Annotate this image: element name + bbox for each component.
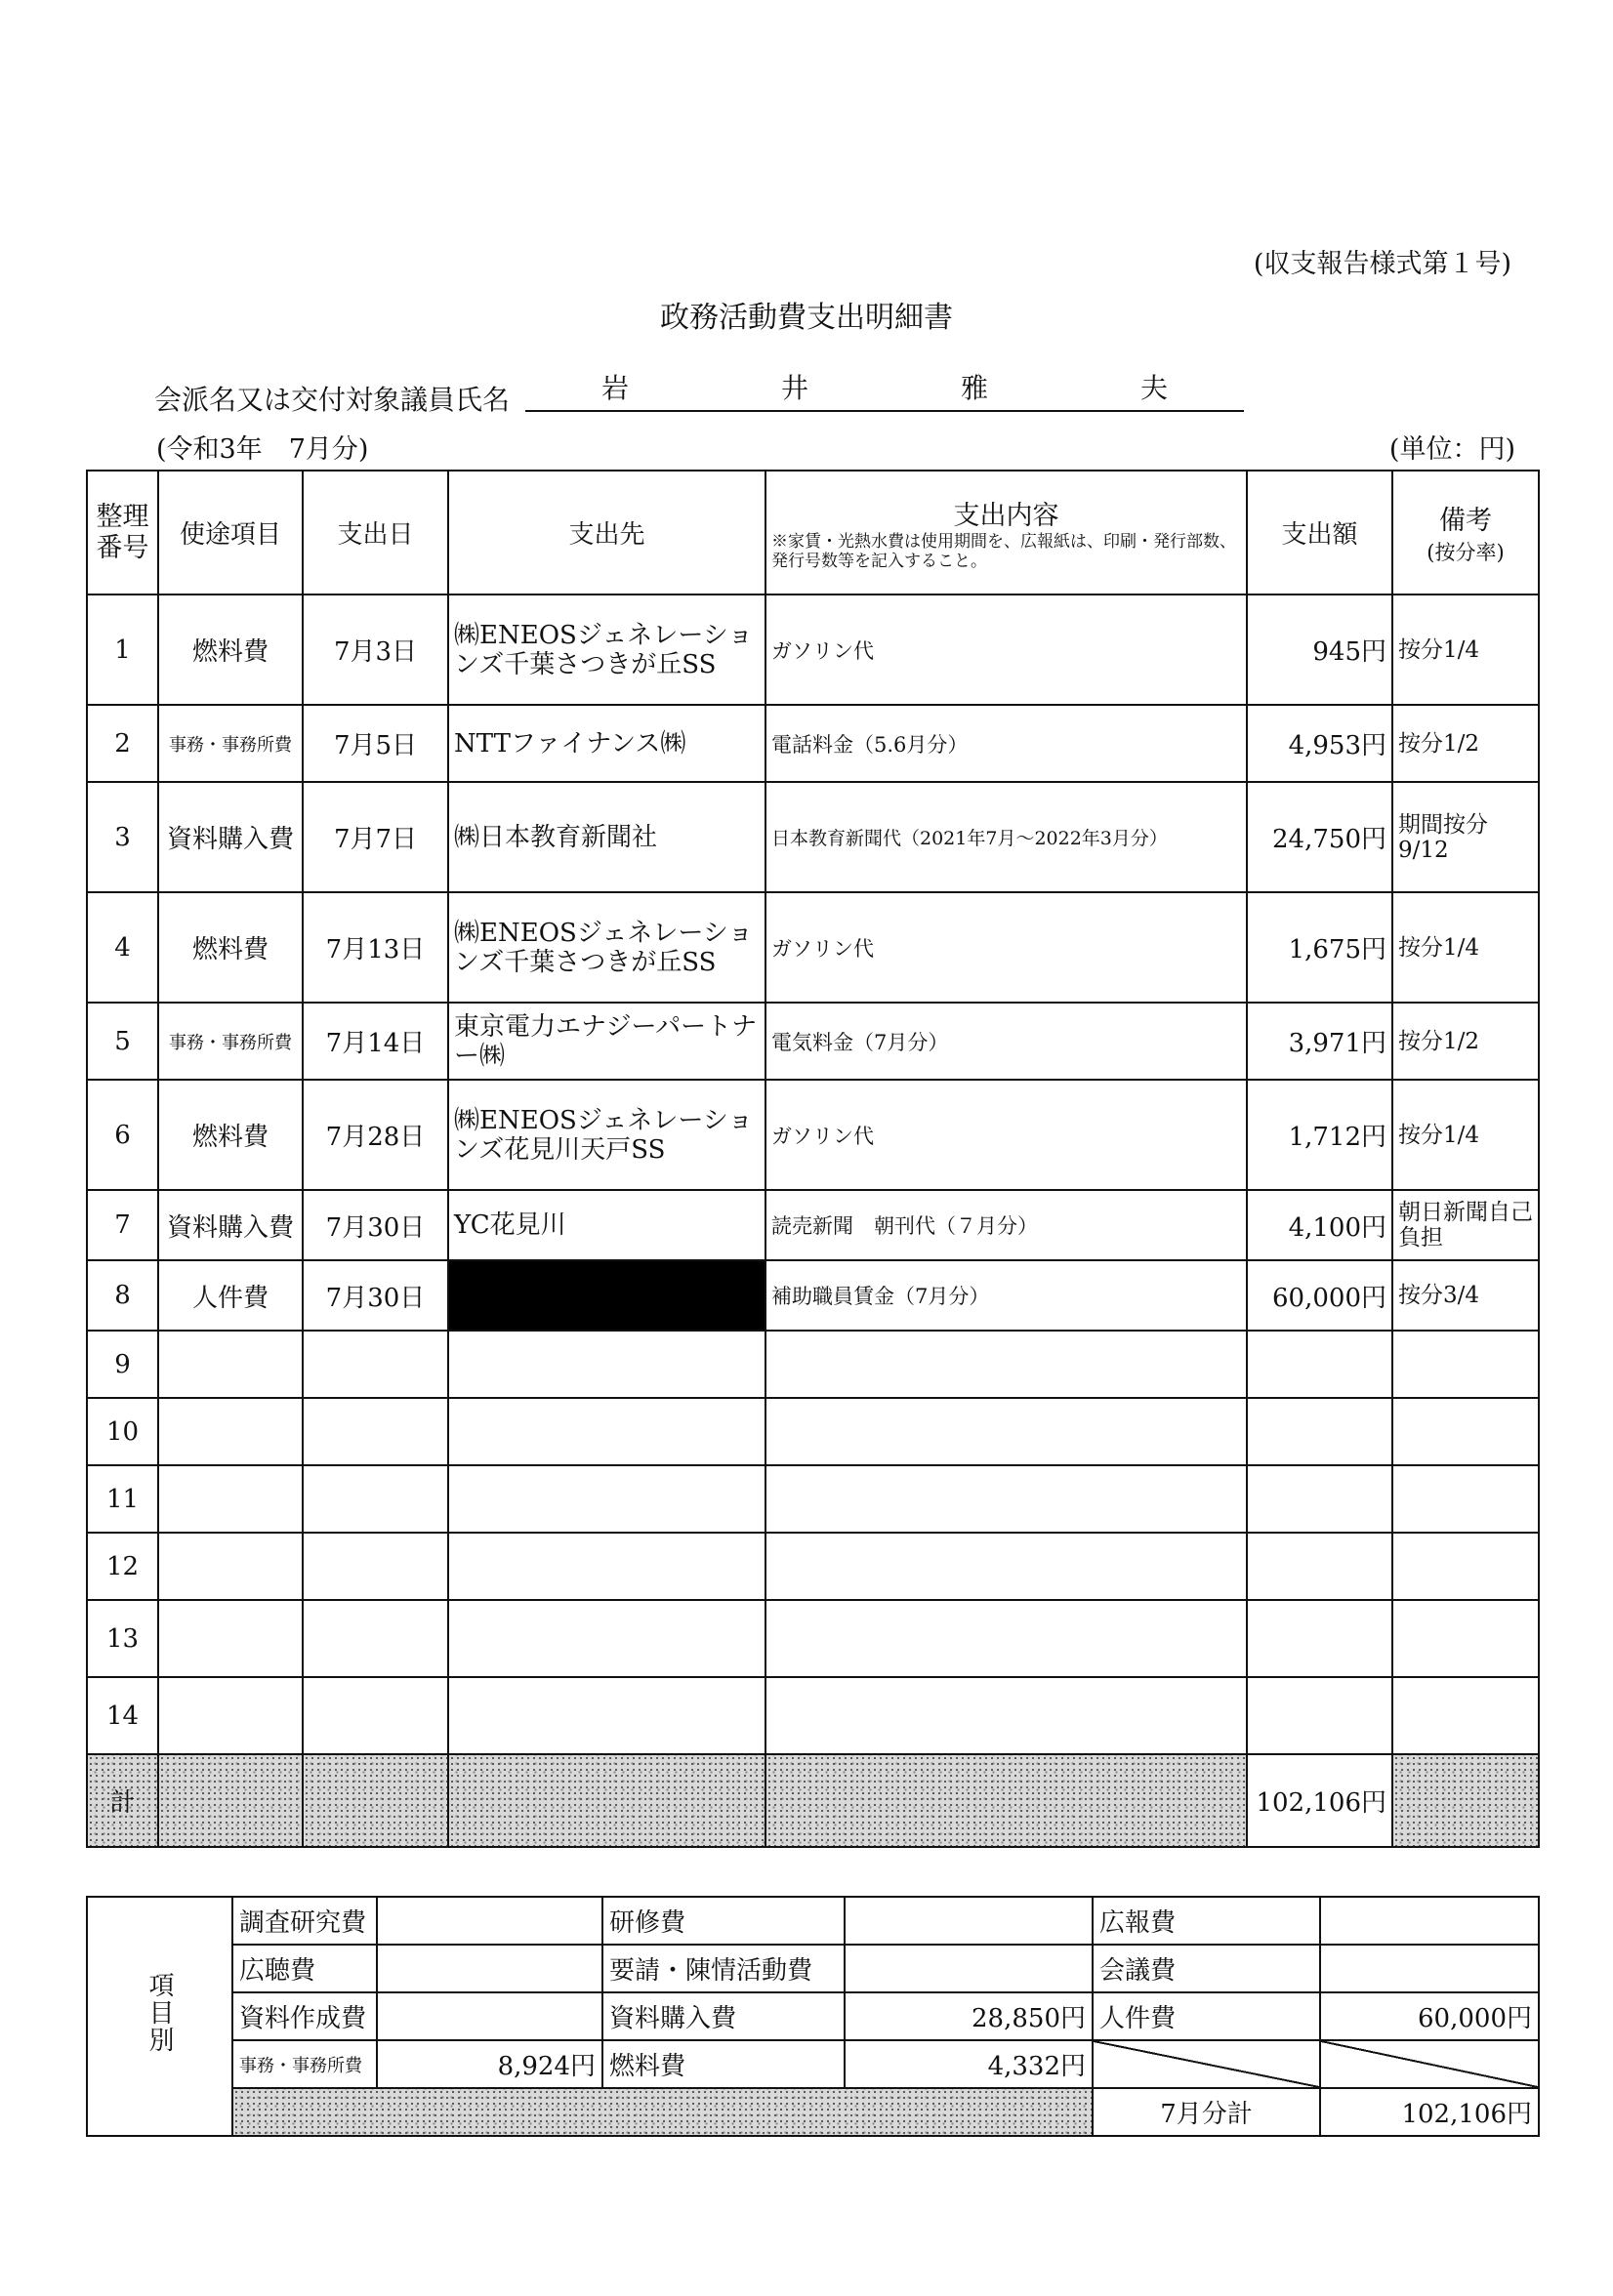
category-petition-amount [845,1945,1093,1992]
row-category: 資料購入費 [158,782,303,892]
member-label: 会派名又は交付対象議員氏名 [154,384,511,416]
monthly-total-amount: 102,106円 [1320,2088,1539,2136]
row-content: 日本教育新聞代（2021年7月～2022年3月分） [765,782,1247,892]
table-row [87,1190,1539,1260]
row-date: 7月5日 [303,705,448,782]
row-payee: ㈱ENEOSジェネレーションズ花見川天戸SS [448,1080,765,1190]
category-training-amount [845,1897,1093,1945]
table-row-empty [87,1465,1539,1533]
row-content: ガソリン代 [765,892,1247,1003]
category-pr-label: 広報費 [1093,1897,1320,1945]
row-amount: 945円 [1247,594,1392,705]
row-content: 電気料金（7月分） [765,1003,1247,1080]
member-name-char: 雅 [960,372,988,404]
category-crossed-out-cell [1093,2040,1320,2088]
category-office-amount: 8,924円 [377,2040,602,2088]
column-header-no: 整理番号 [87,471,158,594]
row-amount: 1,712円 [1247,1080,1392,1190]
column-header-date: 支出日 [303,471,448,594]
monthly-total-label: 7月分計 [1093,2088,1320,2136]
row-no: 1 [87,594,158,705]
column-header-content [765,471,1247,594]
row-category: 燃料費 [158,892,303,1003]
category-hearing-label: 広聴費 [232,1945,377,1992]
column-header-category: 使途項目 [158,471,303,594]
row-date: 7月30日 [303,1260,448,1331]
row-remarks: 按分3/4 [1392,1260,1539,1331]
row-no: 14 [87,1677,158,1754]
category-research-label: 調査研究費 [232,1897,377,1945]
category-hearing-amount [377,1945,602,1992]
row-date: 7月28日 [303,1080,448,1190]
row-category: 資料購入費 [158,1190,303,1260]
row-no: 12 [87,1533,158,1600]
table-row [87,782,1539,892]
report-period: (令和3年 7月分) [156,434,369,465]
table-row [87,892,1539,1003]
category-material-creation-amount [377,1992,602,2040]
redacted-payee [448,1260,765,1331]
row-category: 事務・事務所費 [158,1003,303,1080]
row-date: 7月3日 [303,594,448,705]
table-row [87,594,1539,705]
content-header-note: ※家賃・光熱水費は使用期間を、広報紙は、印刷・発行部数、発行号数等を記入すること。 [771,532,1236,571]
table-row-empty [87,1331,1539,1398]
category-pr-amount [1320,1897,1539,1945]
table-row [87,1003,1539,1080]
category-material-purchase-label: 資料購入費 [602,1992,845,2040]
row-date: 7月7日 [303,782,448,892]
category-personnel-amount: 60,000円 [1320,1992,1539,2040]
row-date: 7月30日 [303,1190,448,1260]
category-fuel-amount: 4,332円 [845,2040,1093,2088]
expense-table [86,470,1540,1848]
row-no: 2 [87,705,158,782]
row-payee: NTTファイナンス㈱ [448,705,765,782]
row-category: 人件費 [158,1260,303,1331]
row-remarks: 按分1/2 [1392,705,1539,782]
table-row-empty [87,1677,1539,1754]
row-content: 補助職員賃金（7月分） [765,1260,1247,1331]
row-category: 燃料費 [158,1080,303,1190]
category-crossed-out-cell [1320,2040,1539,2088]
category-summary-table [86,1896,1540,2137]
total-amount: 102,106円 [1247,1754,1392,1847]
row-content: 読売新聞 朝刊代（７月分） [765,1190,1247,1260]
column-header-remarks [1392,471,1539,594]
row-no: 8 [87,1260,158,1331]
row-no: 5 [87,1003,158,1080]
total-row [87,1754,1539,1847]
row-amount: 24,750円 [1247,782,1392,892]
row-content: ガソリン代 [765,594,1247,705]
row-payee: ㈱ENEOSジェネレーションズ千葉さつきが丘SS [448,892,765,1003]
member-name-char: 井 [780,372,808,404]
row-no: 3 [87,782,158,892]
row-payee: 東京電力エナジーパートナー㈱ [448,1003,765,1080]
row-remarks: 按分1/2 [1392,1003,1539,1080]
row-content: 電話料金（5.6月分） [765,705,1247,782]
row-no: 10 [87,1398,158,1465]
row-amount: 4,953円 [1247,705,1392,782]
content-header-label: 支出内容 [953,501,1059,531]
row-no: 13 [87,1600,158,1677]
category-stippled-area [232,2088,1093,2136]
row-remarks: 按分1/4 [1392,1080,1539,1190]
category-material-purchase-amount: 28,850円 [845,1992,1093,2040]
row-date: 7月13日 [303,892,448,1003]
row-remarks: 朝日新聞自己負担 [1392,1190,1539,1260]
table-row-empty [87,1533,1539,1600]
category-fuel-label: 燃料費 [602,2040,845,2088]
total-label: 計 [87,1754,158,1847]
category-section-label: 項目別 [87,1897,232,2136]
member-name [525,371,1244,412]
row-remarks: 按分1/4 [1392,892,1539,1003]
row-payee: ㈱日本教育新聞社 [448,782,765,892]
category-personnel-label: 人件費 [1093,1992,1320,2040]
row-category: 事務・事務所費 [158,705,303,782]
table-row [87,705,1539,782]
row-date: 7月14日 [303,1003,448,1080]
row-remarks: 按分1/4 [1392,594,1539,705]
column-header-amount: 支出額 [1247,471,1392,594]
row-payee: YC花見川 [448,1190,765,1260]
row-no: 6 [87,1080,158,1190]
document-title: 政務活動費支出明細書 [660,301,953,335]
category-material-creation-label: 資料作成費 [232,1992,377,2040]
table-row-empty [87,1398,1539,1465]
row-category: 燃料費 [158,594,303,705]
remarks-header-sub: (按分率) [1427,541,1505,564]
category-meeting-label: 会議費 [1093,1945,1320,1992]
member-name-char: 夫 [1139,372,1168,404]
row-amount: 4,100円 [1247,1190,1392,1260]
table-row [87,1080,1539,1190]
category-research-amount [377,1897,602,1945]
member-name-char: 岩 [600,372,629,404]
row-remarks: 期間按分9/12 [1392,782,1539,892]
table-row [87,1260,1539,1331]
table-row-empty [87,1600,1539,1677]
table-header-row [87,471,1539,594]
row-no: 9 [87,1331,158,1398]
row-no: 4 [87,892,158,1003]
category-meeting-amount [1320,1945,1539,1992]
row-no: 7 [87,1190,158,1260]
unit-label: (単位：円) [1388,434,1515,465]
category-petition-label: 要請・陳情活動費 [602,1945,845,1992]
row-amount: 60,000円 [1247,1260,1392,1331]
form-number: (収支報告様式第１号) [1253,249,1511,279]
category-training-label: 研修費 [602,1897,845,1945]
row-payee: ㈱ENEOSジェネレーションズ千葉さつきが丘SS [448,594,765,705]
row-amount: 3,971円 [1247,1003,1392,1080]
row-content: ガソリン代 [765,1080,1247,1190]
column-header-payee: 支出先 [448,471,765,594]
row-no: 11 [87,1465,158,1533]
category-office-label: 事務・事務所費 [232,2040,377,2088]
row-amount: 1,675円 [1247,892,1392,1003]
remarks-header-label: 備考 [1439,506,1492,536]
